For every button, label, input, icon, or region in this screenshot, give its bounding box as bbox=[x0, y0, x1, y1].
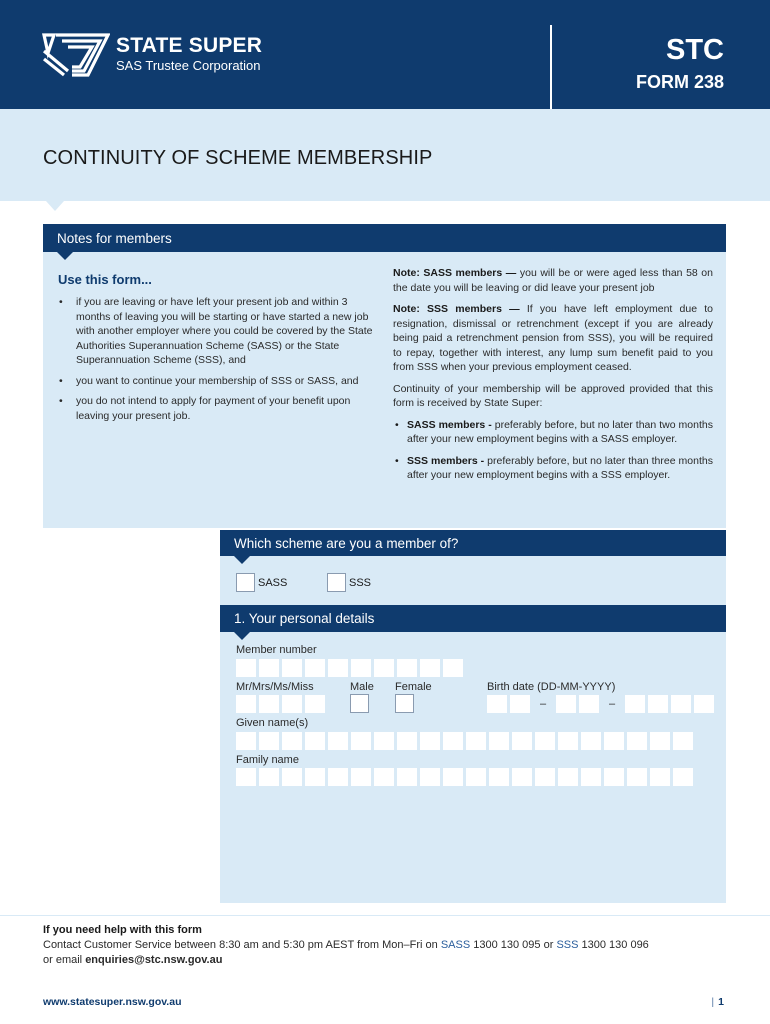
email-link[interactable]: enquiries@stc.nsw.gov.au bbox=[85, 954, 223, 966]
month-box[interactable] bbox=[579, 695, 599, 713]
char-box[interactable] bbox=[397, 659, 417, 677]
sass-phone: 1300 130 095 or bbox=[470, 939, 557, 951]
char-box[interactable] bbox=[443, 732, 463, 750]
char-box[interactable] bbox=[420, 732, 440, 750]
female-checkbox[interactable] bbox=[395, 694, 414, 713]
scheme-bar bbox=[220, 530, 726, 556]
notes-right-column bbox=[393, 266, 713, 490]
char-box[interactable] bbox=[374, 768, 394, 786]
char-box[interactable] bbox=[282, 768, 302, 786]
char-box[interactable] bbox=[489, 732, 509, 750]
list-item: • if you are leaving or have left your present job and within 3 months of leaving you will be starting or have started a new job with another employer where you could be covered by the State Authorities Superannuation Scheme (SASS) or the State Superannuation Scheme (SSS), and bbox=[58, 295, 378, 368]
char-box[interactable] bbox=[259, 768, 279, 786]
char-box[interactable] bbox=[627, 732, 647, 750]
char-box[interactable] bbox=[650, 768, 670, 786]
use-form-heading: Use this form... bbox=[58, 272, 152, 287]
char-box[interactable] bbox=[374, 732, 394, 750]
char-box[interactable] bbox=[236, 659, 256, 677]
family-name-field[interactable] bbox=[236, 768, 693, 786]
personal-details-title: 1. Your personal details bbox=[234, 611, 375, 626]
logo-title: STATE SUPER bbox=[116, 34, 263, 57]
bar-notch bbox=[234, 556, 250, 564]
char-box[interactable] bbox=[259, 695, 279, 713]
deadline-text: preferably before, but no later than three months after your new employment begins with a SSS employer. bbox=[407, 454, 713, 481]
birth-date-field[interactable] bbox=[487, 695, 714, 713]
day-box[interactable] bbox=[487, 695, 507, 713]
member-number-label: Member number bbox=[236, 644, 317, 656]
sss-checkbox[interactable] bbox=[327, 573, 346, 592]
list-item bbox=[393, 454, 713, 483]
char-box[interactable] bbox=[512, 732, 532, 750]
month-box[interactable] bbox=[556, 695, 576, 713]
date-separator: – bbox=[539, 698, 547, 710]
char-box[interactable] bbox=[604, 732, 624, 750]
continuity-text: Continuity of your membership will be approved provided that this form is received by State Super: bbox=[393, 382, 713, 409]
char-box[interactable] bbox=[328, 768, 348, 786]
bar-notch bbox=[234, 632, 250, 640]
sass-option[interactable] bbox=[236, 573, 287, 592]
page-number bbox=[711, 996, 724, 1008]
note-sass-text: you will be or were aged less than 58 on the date you will be leaving or did leave your present job bbox=[393, 267, 713, 294]
char-box[interactable] bbox=[604, 768, 624, 786]
footer-url[interactable]: www.statesuper.nsw.gov.au bbox=[43, 996, 182, 1008]
char-box[interactable] bbox=[305, 732, 325, 750]
char-box[interactable] bbox=[673, 768, 693, 786]
char-box[interactable] bbox=[374, 659, 394, 677]
help-heading: If you need help with this form bbox=[43, 924, 202, 936]
char-box[interactable] bbox=[627, 768, 647, 786]
birth-date-label: Birth date (DD-MM-YYYY) bbox=[487, 681, 616, 693]
help-email-prefix: or email bbox=[43, 954, 86, 966]
help-email bbox=[43, 953, 733, 968]
help-section bbox=[43, 923, 733, 968]
bar-notch bbox=[57, 252, 73, 260]
deadline-label: SSS members - bbox=[407, 454, 485, 467]
char-box[interactable] bbox=[305, 659, 325, 677]
char-box[interactable] bbox=[351, 732, 371, 750]
sass-checkbox[interactable] bbox=[236, 573, 255, 592]
char-box[interactable] bbox=[282, 695, 302, 713]
female-label: Female bbox=[395, 681, 432, 693]
char-box[interactable] bbox=[282, 732, 302, 750]
char-box[interactable] bbox=[535, 732, 555, 750]
help-contact bbox=[43, 938, 733, 953]
form-number: FORM 238 bbox=[635, 72, 724, 92]
deadline-text: preferably before, but no later than two months after your new employment begins with a SASS employer. bbox=[407, 418, 713, 445]
list-item bbox=[393, 418, 713, 447]
help-contact-text: Contact Customer Service between 8:30 am and 5:30 pm AEST from Mon–Fri on bbox=[43, 939, 441, 951]
char-box[interactable] bbox=[558, 768, 578, 786]
char-box[interactable] bbox=[420, 659, 440, 677]
title-field[interactable] bbox=[236, 695, 325, 713]
char-box[interactable] bbox=[397, 732, 417, 750]
agency-code: STC bbox=[666, 34, 724, 66]
note-sss-label: Note: SSS members — bbox=[393, 303, 520, 315]
date-separator: – bbox=[608, 698, 616, 710]
year-box[interactable] bbox=[625, 695, 645, 713]
scheme-bar-title: Which scheme are you a member of? bbox=[234, 535, 459, 551]
deadline-list bbox=[393, 418, 713, 483]
footer-divider bbox=[0, 915, 770, 916]
logo-subtitle: SAS Trustee Corporation bbox=[116, 58, 261, 73]
char-box[interactable] bbox=[328, 659, 348, 677]
title-notch bbox=[46, 201, 64, 211]
page-number-value: 1 bbox=[718, 996, 724, 1008]
day-box[interactable] bbox=[510, 695, 530, 713]
sss-label: SSS bbox=[556, 939, 579, 951]
char-box[interactable] bbox=[236, 732, 256, 750]
list-item: • you want to continue your membership of SSS or SASS, and bbox=[58, 374, 378, 389]
char-box[interactable] bbox=[282, 659, 302, 677]
male-checkbox[interactable] bbox=[350, 694, 369, 713]
char-box[interactable] bbox=[535, 768, 555, 786]
page-separator: | bbox=[711, 996, 715, 1008]
personal-details-bar bbox=[220, 605, 726, 632]
given-names-field[interactable] bbox=[236, 732, 693, 750]
family-name-label: Family name bbox=[236, 754, 299, 766]
char-box[interactable] bbox=[236, 695, 256, 713]
char-box[interactable] bbox=[466, 768, 486, 786]
note-sss-text: If you have left employment due to resignation, dismissal or retrenchment (except if you are already being paid a retrenchment pension from SSS), you will be required to repay, together with interest, any lump sum benefit paid to you from SSS when your previous employment ceased. bbox=[393, 303, 713, 373]
sass-label: SASS bbox=[440, 939, 471, 951]
sss-option-label: SSS bbox=[349, 576, 372, 589]
char-box[interactable] bbox=[443, 768, 463, 786]
sss-phone: 1300 130 096 bbox=[578, 939, 649, 951]
char-box[interactable] bbox=[581, 768, 601, 786]
header-divider bbox=[550, 25, 552, 109]
notes-bar-title: Notes for members bbox=[57, 230, 172, 246]
char-box[interactable] bbox=[673, 732, 693, 750]
year-box[interactable] bbox=[648, 695, 668, 713]
char-box[interactable] bbox=[351, 768, 371, 786]
note-sass-label: Note: SASS members — bbox=[393, 267, 517, 279]
char-box[interactable] bbox=[650, 732, 670, 750]
char-box[interactable] bbox=[558, 732, 578, 750]
male-label: Male bbox=[350, 681, 374, 693]
note-sss bbox=[393, 302, 713, 375]
year-box[interactable] bbox=[671, 695, 691, 713]
sass-option-label: SASS bbox=[258, 576, 288, 589]
state-super-logo-icon bbox=[42, 31, 110, 79]
char-box[interactable] bbox=[581, 732, 601, 750]
char-box[interactable] bbox=[443, 659, 463, 677]
char-box[interactable] bbox=[259, 659, 279, 677]
char-box[interactable] bbox=[236, 768, 256, 786]
given-names-label: Given name(s) bbox=[236, 717, 309, 729]
page-title: CONTINUITY OF SCHEME MEMBERSHIP bbox=[43, 147, 433, 169]
char-box[interactable] bbox=[305, 695, 325, 713]
title-label: Mr/Mrs/Ms/Miss bbox=[236, 681, 314, 693]
notes-bar bbox=[43, 224, 726, 252]
char-box[interactable] bbox=[512, 768, 532, 786]
char-box[interactable] bbox=[420, 768, 440, 786]
char-box[interactable] bbox=[305, 768, 325, 786]
note-sass bbox=[393, 266, 713, 295]
year-box[interactable] bbox=[694, 695, 714, 713]
use-form-list bbox=[58, 295, 378, 429]
char-box[interactable] bbox=[328, 732, 348, 750]
deadline-label: SASS members - bbox=[407, 418, 492, 431]
member-number-field[interactable] bbox=[236, 659, 463, 677]
char-box[interactable] bbox=[397, 768, 417, 786]
char-box[interactable] bbox=[351, 659, 371, 677]
char-box[interactable] bbox=[259, 732, 279, 750]
char-box[interactable] bbox=[466, 732, 486, 750]
char-box[interactable] bbox=[489, 768, 509, 786]
list-item: • you do not intend to apply for payment of your benefit upon leaving your present job. bbox=[58, 394, 378, 423]
sss-option[interactable] bbox=[327, 573, 371, 592]
